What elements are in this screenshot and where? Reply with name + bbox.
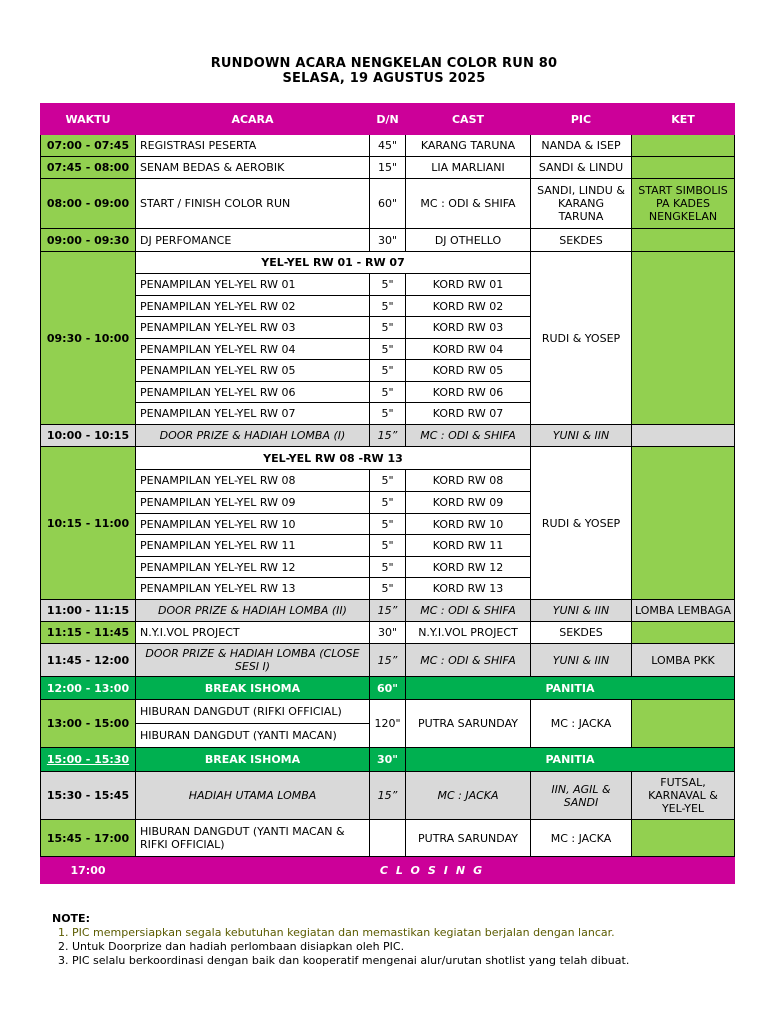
dn-cell: 15” [370, 772, 406, 820]
dn-cell: 15” [370, 425, 406, 447]
time-cell: 15:00 - 15:30 [41, 748, 136, 772]
pic-cell: MC : JACKA [531, 700, 632, 748]
ket-cell [632, 622, 735, 644]
dn-cell: 15" [370, 157, 406, 179]
col-header-pic: PIC [531, 104, 632, 135]
acara-cell: SENAM BEDAS & AEROBIK [136, 157, 370, 179]
dn-cell: 5" [370, 470, 406, 492]
closing-label: CLOSING [136, 857, 735, 884]
dn-cell: 15” [370, 600, 406, 622]
table-row [41, 820, 735, 857]
pic-cell: RUDI & YOSEP [531, 447, 632, 600]
pic-cell: YUNI & IIN [531, 644, 632, 677]
dn-cell: 5" [370, 360, 406, 382]
acara-cell: DJ PERFOMANCE [136, 229, 370, 252]
acara-cell: BREAK ISHOMA [136, 677, 370, 700]
acara-cell: PENAMPILAN YEL-YEL RW 03 [136, 317, 370, 339]
acara-cell: PENAMPILAN YEL-YEL RW 08 [136, 470, 370, 492]
dn-cell [370, 820, 406, 857]
pic-cell: IIN, AGIL & SANDI [531, 772, 632, 820]
cast-cell: N.Y.I.VOL PROJECT [406, 622, 531, 644]
ket-cell: LOMBA PKK [632, 644, 735, 677]
time-cell: 11:45 - 12:00 [41, 644, 136, 677]
break-row [41, 748, 735, 772]
acara-cell: HIBURAN DANGDUT (RIFKI OFFICIAL) [136, 700, 370, 724]
dn-cell: 5" [370, 296, 406, 317]
acara-cell: PENAMPILAN YEL-YEL RW 05 [136, 360, 370, 382]
dn-cell: 5" [370, 557, 406, 578]
ket-cell [632, 820, 735, 857]
table-row [41, 700, 735, 724]
acara-cell: HIBURAN DANGDUT (YANTI MACAN) [136, 724, 370, 748]
dn-cell: 30" [370, 622, 406, 644]
table-row [41, 229, 735, 252]
ket-cell: FUTSAL, KARNAVAL & YEL-YEL [632, 772, 735, 820]
cast-cell: PUTRA SARUNDAY [406, 700, 531, 748]
cast-cell: LIA MARLIANI [406, 157, 531, 179]
time-cell: 09:30 - 10:00 [41, 252, 136, 425]
table-row [41, 135, 735, 157]
table-row [41, 252, 735, 274]
ket-cell: LOMBA LEMBAGA [632, 600, 735, 622]
ket-cell: START SIMBOLIS PA KADES NENGKELAN [632, 179, 735, 229]
time-cell: 11:00 - 11:15 [41, 600, 136, 622]
ket-cell [632, 157, 735, 179]
dn-cell: 5" [370, 535, 406, 557]
cast-cell: KORD RW 11 [406, 535, 531, 557]
document-date: SELASA, 19 AGUSTUS 2025 [282, 71, 486, 86]
notes-section [52, 912, 629, 968]
time-cell: 07:45 - 08:00 [41, 157, 136, 179]
time-cell: 17:00 [41, 857, 136, 884]
rundown-table [40, 103, 735, 884]
pic-cell: SANDI & LINDU [531, 157, 632, 179]
acara-cell: HIBURAN DANGDUT (YANTI MACAN & RIFKI OFFICIAL) [136, 820, 370, 857]
ket-cell [632, 700, 735, 748]
ket-cell [632, 229, 735, 252]
dn-cell: 5" [370, 403, 406, 425]
pic-cell: YUNI & IIN [531, 425, 632, 447]
cast-cell: KORD RW 10 [406, 514, 531, 535]
time-cell: 10:00 - 10:15 [41, 425, 136, 447]
ket-cell [632, 447, 735, 600]
table-row [41, 644, 735, 677]
cast-cell: KORD RW 04 [406, 339, 531, 360]
dn-cell: 30" [370, 229, 406, 252]
ket-cell [632, 425, 735, 447]
cast-cell: KORD RW 06 [406, 382, 531, 403]
acara-cell: START / FINISH COLOR RUN [136, 179, 370, 229]
cast-cell: KORD RW 12 [406, 557, 531, 578]
dn-cell: 45" [370, 135, 406, 157]
dn-cell: 5" [370, 339, 406, 360]
dn-cell: 5" [370, 578, 406, 600]
acara-cell: PENAMPILAN YEL-YEL RW 13 [136, 578, 370, 600]
dn-cell: 30" [370, 748, 406, 772]
cast-cell: KORD RW 03 [406, 317, 531, 339]
group-subheader: YEL-YEL RW 01 - RW 07 [136, 252, 531, 274]
dn-cell: 60" [370, 677, 406, 700]
acara-cell: DOOR PRIZE & HADIAH LOMBA (II) [136, 600, 370, 622]
table-row [41, 600, 735, 622]
acara-cell: REGISTRASI PESERTA [136, 135, 370, 157]
cast-cell: KORD RW 07 [406, 403, 531, 425]
dn-cell: 5" [370, 274, 406, 296]
time-cell: 15:30 - 15:45 [41, 772, 136, 820]
acara-cell: PENAMPILAN YEL-YEL RW 12 [136, 557, 370, 578]
acara-cell: DOOR PRIZE & HADIAH LOMBA (CLOSE SESI I) [136, 644, 370, 677]
time-cell: 11:15 - 11:45 [41, 622, 136, 644]
cast-cell: KORD RW 02 [406, 296, 531, 317]
table-row [41, 425, 735, 447]
table-header-row [41, 104, 735, 135]
time-cell: 12:00 - 13:00 [41, 677, 136, 700]
cast-cell: MC : JACKA [406, 772, 531, 820]
dn-cell: 15” [370, 644, 406, 677]
cast-cell: MC : ODI & SHIFA [406, 425, 531, 447]
pic-cell: YUNI & IIN [531, 600, 632, 622]
acara-cell: BREAK ISHOMA [136, 748, 370, 772]
dn-cell: 5" [370, 317, 406, 339]
acara-cell: PENAMPILAN YEL-YEL RW 10 [136, 514, 370, 535]
acara-cell: PENAMPILAN YEL-YEL RW 06 [136, 382, 370, 403]
acara-cell: PENAMPILAN YEL-YEL RW 02 [136, 296, 370, 317]
note-item: 2. Untuk Doorprize dan hadiah perlombaan disiapkan oleh PIC. [72, 940, 629, 954]
ket-cell [632, 135, 735, 157]
col-header-cast: CAST [406, 104, 531, 135]
cast-cell: MC : ODI & SHIFA [406, 600, 531, 622]
table-row [41, 179, 735, 229]
document-title: RUNDOWN ACARA NENGKELAN COLOR RUN 80 [210, 56, 558, 71]
time-cell: 09:00 - 09:30 [41, 229, 136, 252]
cast-cell: MC : ODI & SHIFA [406, 644, 531, 677]
acara-cell: HADIAH UTAMA LOMBA [136, 772, 370, 820]
col-header-ket: KET [632, 104, 735, 135]
notes-heading: NOTE: [52, 912, 90, 925]
pic-cell: PANITIA [406, 748, 735, 772]
note-item: 3. PIC selalu berkoordinasi dengan baik dan kooperatif mengenai alur/urutan shotlist yang telah dibuat. [72, 954, 629, 968]
dn-cell: 60" [370, 179, 406, 229]
dn-cell: 5" [370, 514, 406, 535]
break-row [41, 677, 735, 700]
pic-cell: MC : JACKA [531, 820, 632, 857]
time-cell: 15:45 - 17:00 [41, 820, 136, 857]
pic-cell: SEKDES [531, 622, 632, 644]
col-header-dn: D/N [370, 104, 406, 135]
pic-cell: SEKDES [531, 229, 632, 252]
cast-cell: KORD RW 08 [406, 470, 531, 492]
cast-cell: KORD RW 13 [406, 578, 531, 600]
acara-cell: PENAMPILAN YEL-YEL RW 07 [136, 403, 370, 425]
table-row [41, 157, 735, 179]
time-cell: 13:00 - 15:00 [41, 700, 136, 748]
col-header-waktu: WAKTU [41, 104, 136, 135]
dn-cell: 5" [370, 492, 406, 514]
pic-cell: PANITIA [406, 677, 735, 700]
table-row [41, 772, 735, 820]
acara-cell: PENAMPILAN YEL-YEL RW 01 [136, 274, 370, 296]
cast-cell: KORD RW 09 [406, 492, 531, 514]
dn-cell: 120" [370, 700, 406, 748]
pic-cell: SANDI, LINDU & KARANG TARUNA [531, 179, 632, 229]
cast-cell: PUTRA SARUNDAY [406, 820, 531, 857]
col-header-acara: ACARA [136, 104, 370, 135]
cast-cell: DJ OTHELLO [406, 229, 531, 252]
group-subheader: YEL-YEL RW 08 -RW 13 [136, 447, 531, 470]
note-item: 1. PIC mempersiapkan segala kebutuhan kegiatan dan memastikan kegiatan berjalan dengan lancar. [72, 926, 629, 940]
table-row [41, 447, 735, 470]
table-row [41, 622, 735, 644]
pic-cell: RUDI & YOSEP [531, 252, 632, 425]
dn-cell: 5" [370, 382, 406, 403]
acara-cell: N.Y.I.VOL PROJECT [136, 622, 370, 644]
time-cell: 07:00 - 07:45 [41, 135, 136, 157]
acara-cell: PENAMPILAN YEL-YEL RW 11 [136, 535, 370, 557]
cast-cell: KORD RW 01 [406, 274, 531, 296]
notes-list [52, 926, 629, 968]
cast-cell: MC : ODI & SHIFA [406, 179, 531, 229]
time-cell: 08:00 - 09:00 [41, 179, 136, 229]
closing-row [41, 857, 735, 884]
acara-cell: DOOR PRIZE & HADIAH LOMBA (I) [136, 425, 370, 447]
ket-cell [632, 252, 735, 425]
acara-cell: PENAMPILAN YEL-YEL RW 04 [136, 339, 370, 360]
cast-cell: KARANG TARUNA [406, 135, 531, 157]
cast-cell: KORD RW 05 [406, 360, 531, 382]
acara-cell: PENAMPILAN YEL-YEL RW 09 [136, 492, 370, 514]
time-cell: 10:15 - 11:00 [41, 447, 136, 600]
pic-cell: NANDA & ISEP [531, 135, 632, 157]
